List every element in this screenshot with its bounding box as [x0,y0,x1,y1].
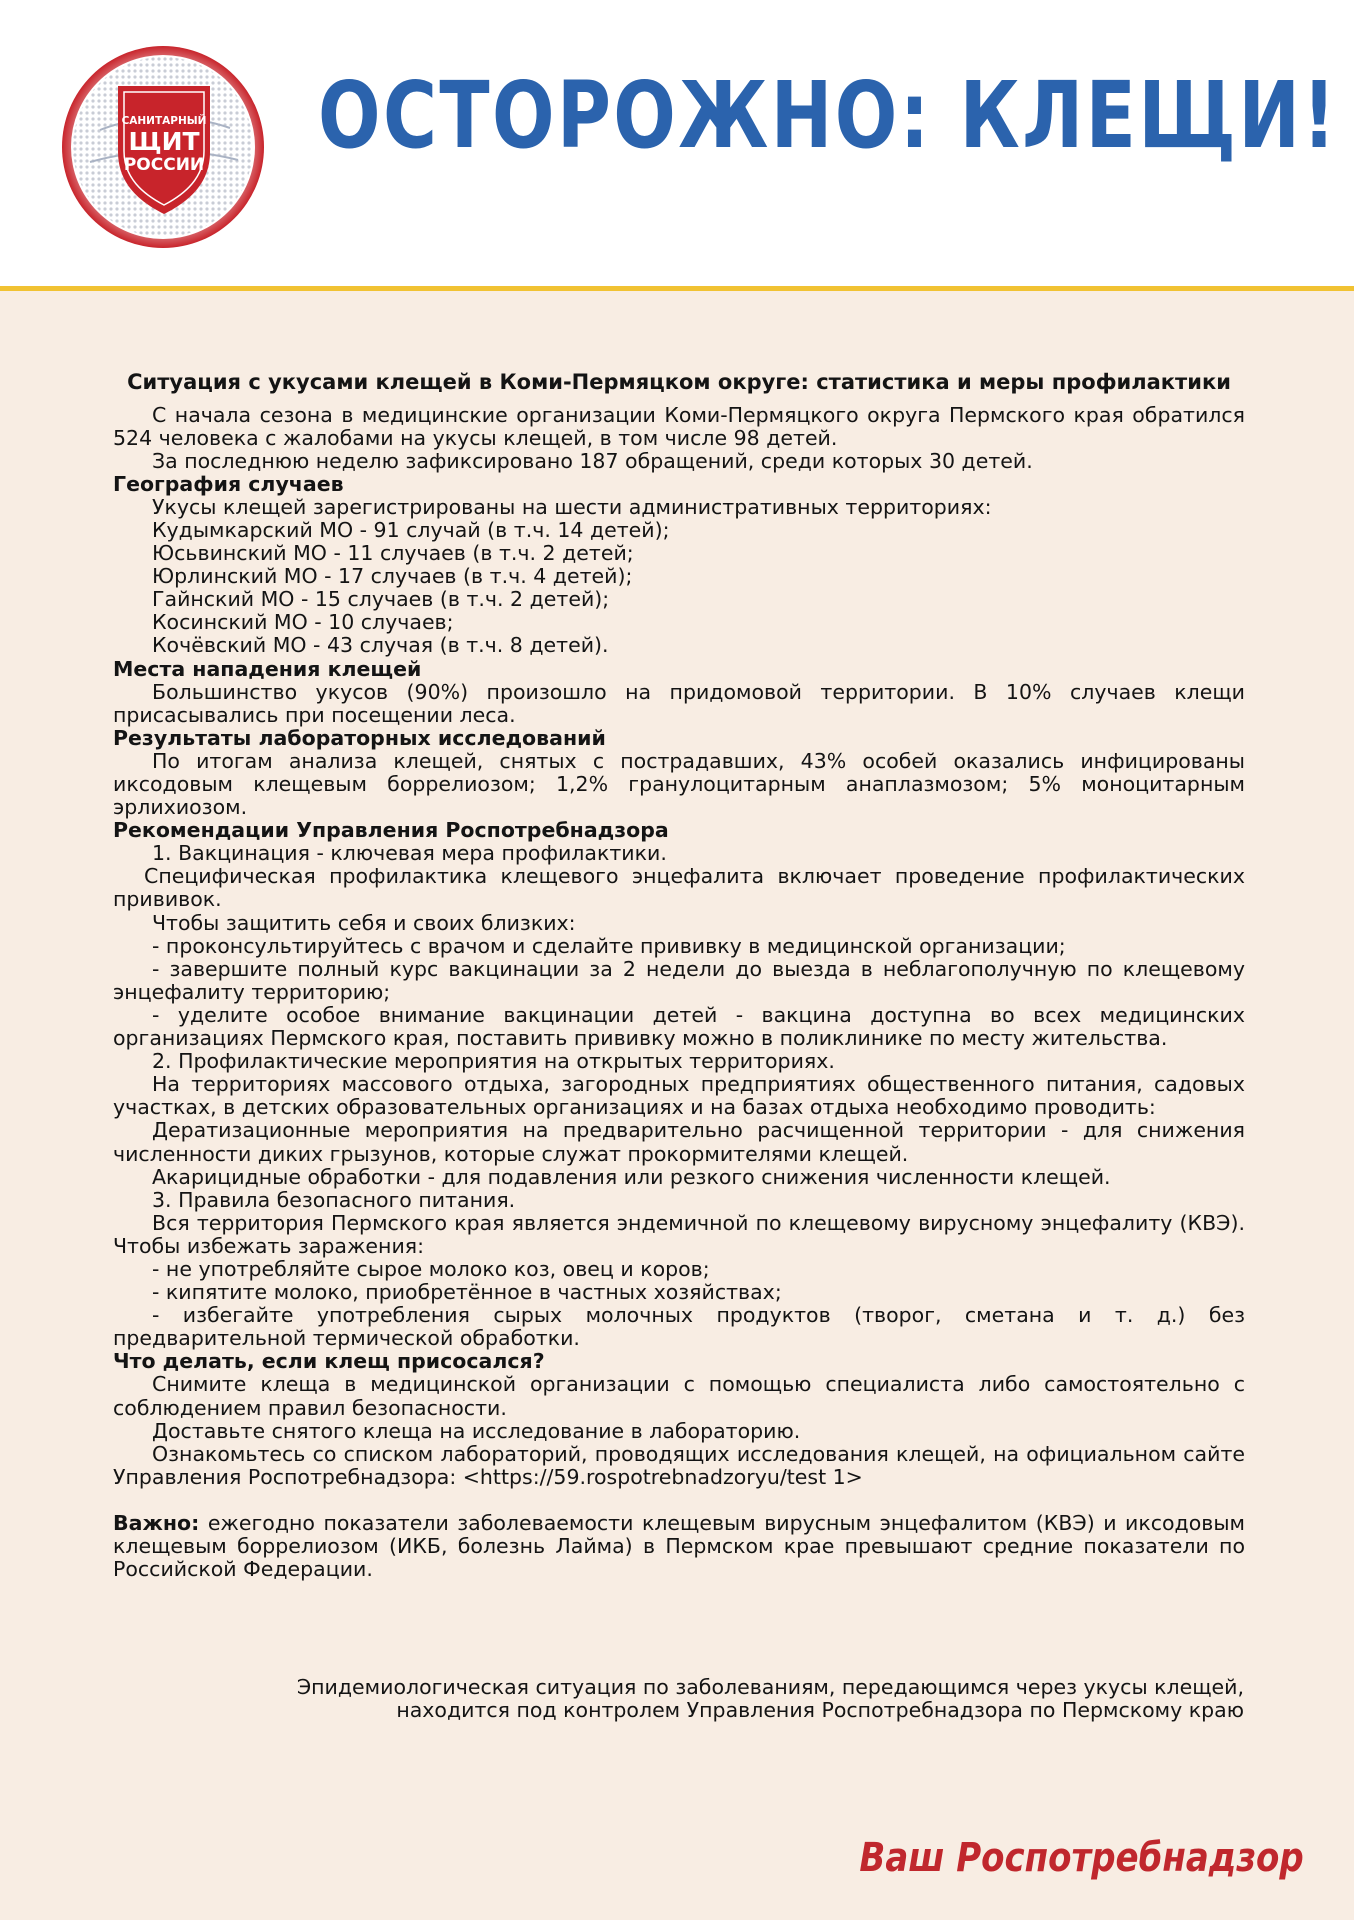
logo-line-3: РОССИИ [123,155,205,175]
geography-heading: География случаев [113,471,344,496]
logo-line-1: САНИТАРНЫЙ [121,115,207,127]
recommendation-paragraph: Дератизационные мероприятия на предварительно расчищенной территории - для снижения численности диких грызунов, которые служат прокормителями клещей. [113,1118,1245,1166]
recommendation-paragraph: Акарицидные обработки - для подавления или резкого снижения численности клещей. [152,1164,1111,1189]
recommendation-paragraph: 2. Профилактические мероприятия на открытых территориях. [152,1049,835,1074]
bite-heading: Что делать, если клещ присосался? [113,1349,545,1374]
intro-paragraph-1: С начала сезона в медицинские организации Коми-Пермяцкого округа Пермского края обратился 524 человека с жалобами на укусы клещей, в том числе 98 детей. [113,402,1245,450]
lab-text: По итогам анализа клещей, снятых с пострадавших, 43% особей оказались инфицированы иксодовым клещевым боррелиозом; 1,2% гранулоцитарным анаплазмозом; 5% моноцитарным эрлихиозом. [113,748,1245,820]
bite-paragraph: Снимите клеща в медицинской организации с помощью специалиста либо самостоятельно с соблюдением правил безопасности. [113,1372,1245,1420]
geography-item: Гайнский МО - 15 случаев (в т.ч. 2 детей); [152,587,610,612]
geography-item: Косинский МО - 10 случаев; [152,610,454,635]
footer-note [144,1676,1244,1722]
geography-item: Юрлинский МО - 17 случаев (в т.ч. 4 детей); [152,564,633,589]
places-text: Большинство укусов (90%) произошло на придомовой территории. В 10% случаев клещи присасывались при посещении леса. [113,679,1245,727]
recommendation-paragraph: Вся территория Пермского края является эндемичной по клещевому вирусному энцефалиту (КВЭ). Чтобы избежать заражения: [113,1210,1245,1258]
geography-item: Кочёвский МО - 43 случая (в т.ч. 8 детей). [152,633,609,658]
recommendation-paragraph: Специфическая профилактика клещевого энцефалита включает проведение профилактических прививок. [113,864,1245,912]
recommendation-paragraph: На территориях массового отдыха, загородных предприятиях общественного питания, садовых участках, в детских образовательных организациях и на базах отдыха необходимо проводить: [113,1072,1245,1120]
bite-paragraph-labs-link: Ознакомьтесь со списком лабораторий, проводящих исследования клещей, на официальном сайте Управления Роспотребнадзора: <https://59.rospotrebnadzoryu/test 1> [113,1441,1245,1489]
spacer [113,1489,1245,1512]
footer-note-line-2: находится под контролем Управления Роспотребнадзора по Пермскому краю [396,1698,1244,1723]
recommendation-paragraph: Чтобы защитить себя и своих близких: [152,910,576,935]
recommendation-paragraph: 3. Правила безопасного питания. [152,1187,516,1212]
header [0,0,1354,285]
recommendation-paragraph: 1. Вакцинация - ключевая мера профилактики. [152,841,667,866]
recommendation-paragraph: - кипятите молоко, приобретённое в частных хозяйствах; [152,1280,782,1305]
recommendation-paragraph: - проконсультируйтесь с врачом и сделайте прививку в медицинской организации; [152,933,1066,958]
lab-heading: Результаты лабораторных исследований [113,725,606,750]
important-text: ежегодно показатели заболеваемости клещевым вирусным энцефалитом (КВЭ) и иксодовым клещевым боррелиозом (ИКБ, болезнь Лайма) в Пермском крае превышают средние показатели по Российской Федерации. [113,1510,1245,1582]
brand-signature: Ваш Роспотребнадзор [859,1835,1304,1881]
footer-note-line-1: Эпидемиологическая ситуация по заболеваниям, передающимся через укусы клещей, [296,1675,1244,1699]
places-heading: Места нападения клещей [113,656,422,681]
logo-line-2: ЩИТ [128,127,200,156]
main-title: ОСТОРОЖНО: КЛЕЩИ! [318,62,1339,169]
recommendation-paragraph: - завершите полный курс вакцинации за 2 недели до выезда в неблагополучную по клещевому энцефалиту территорию; [113,956,1245,1004]
recommendations-heading: Рекомендации Управления Роспотребнадзора [113,818,669,843]
sanitary-shield-logo [60,44,266,250]
bite-paragraph: Доставьте снятого клеща на исследование в лабораторию. [152,1418,801,1443]
geography-item: Юсьвинский МО - 11 случаев (в т.ч. 2 детей; [152,541,634,566]
geography-item: Кудымкарский МО - 91 случай (в т.ч. 14 детей); [152,517,670,542]
important-note [113,1512,1245,1581]
intro-paragraph-2: За последнюю неделю зафиксировано 187 обращений, среди которых 30 детей. [152,448,1033,473]
article [113,372,1245,1581]
important-label: Важно: [113,1510,200,1535]
recommendation-paragraph: - избегайте употребления сырых молочных продуктов (творог, сметана и т. д.) без предварительной термической обработки. [113,1303,1245,1351]
recommendation-paragraph: - не употребляйте сырое молоко коз, овец и коров; [152,1256,710,1281]
recommendation-paragraph: - уделите особое внимание вакцинации детей - вакцина доступна во всех медицинских организациях Пермского края, поставить прививку можно в поликлинике по месту жительства. [113,1002,1245,1051]
geography-lead: Укусы клещей зарегистрированы на шести административных территориях: [152,494,992,519]
article-title: Ситуация с укусами клещей в Коми-Пермяцком округе: статистика и меры профилактики [127,370,1231,394]
